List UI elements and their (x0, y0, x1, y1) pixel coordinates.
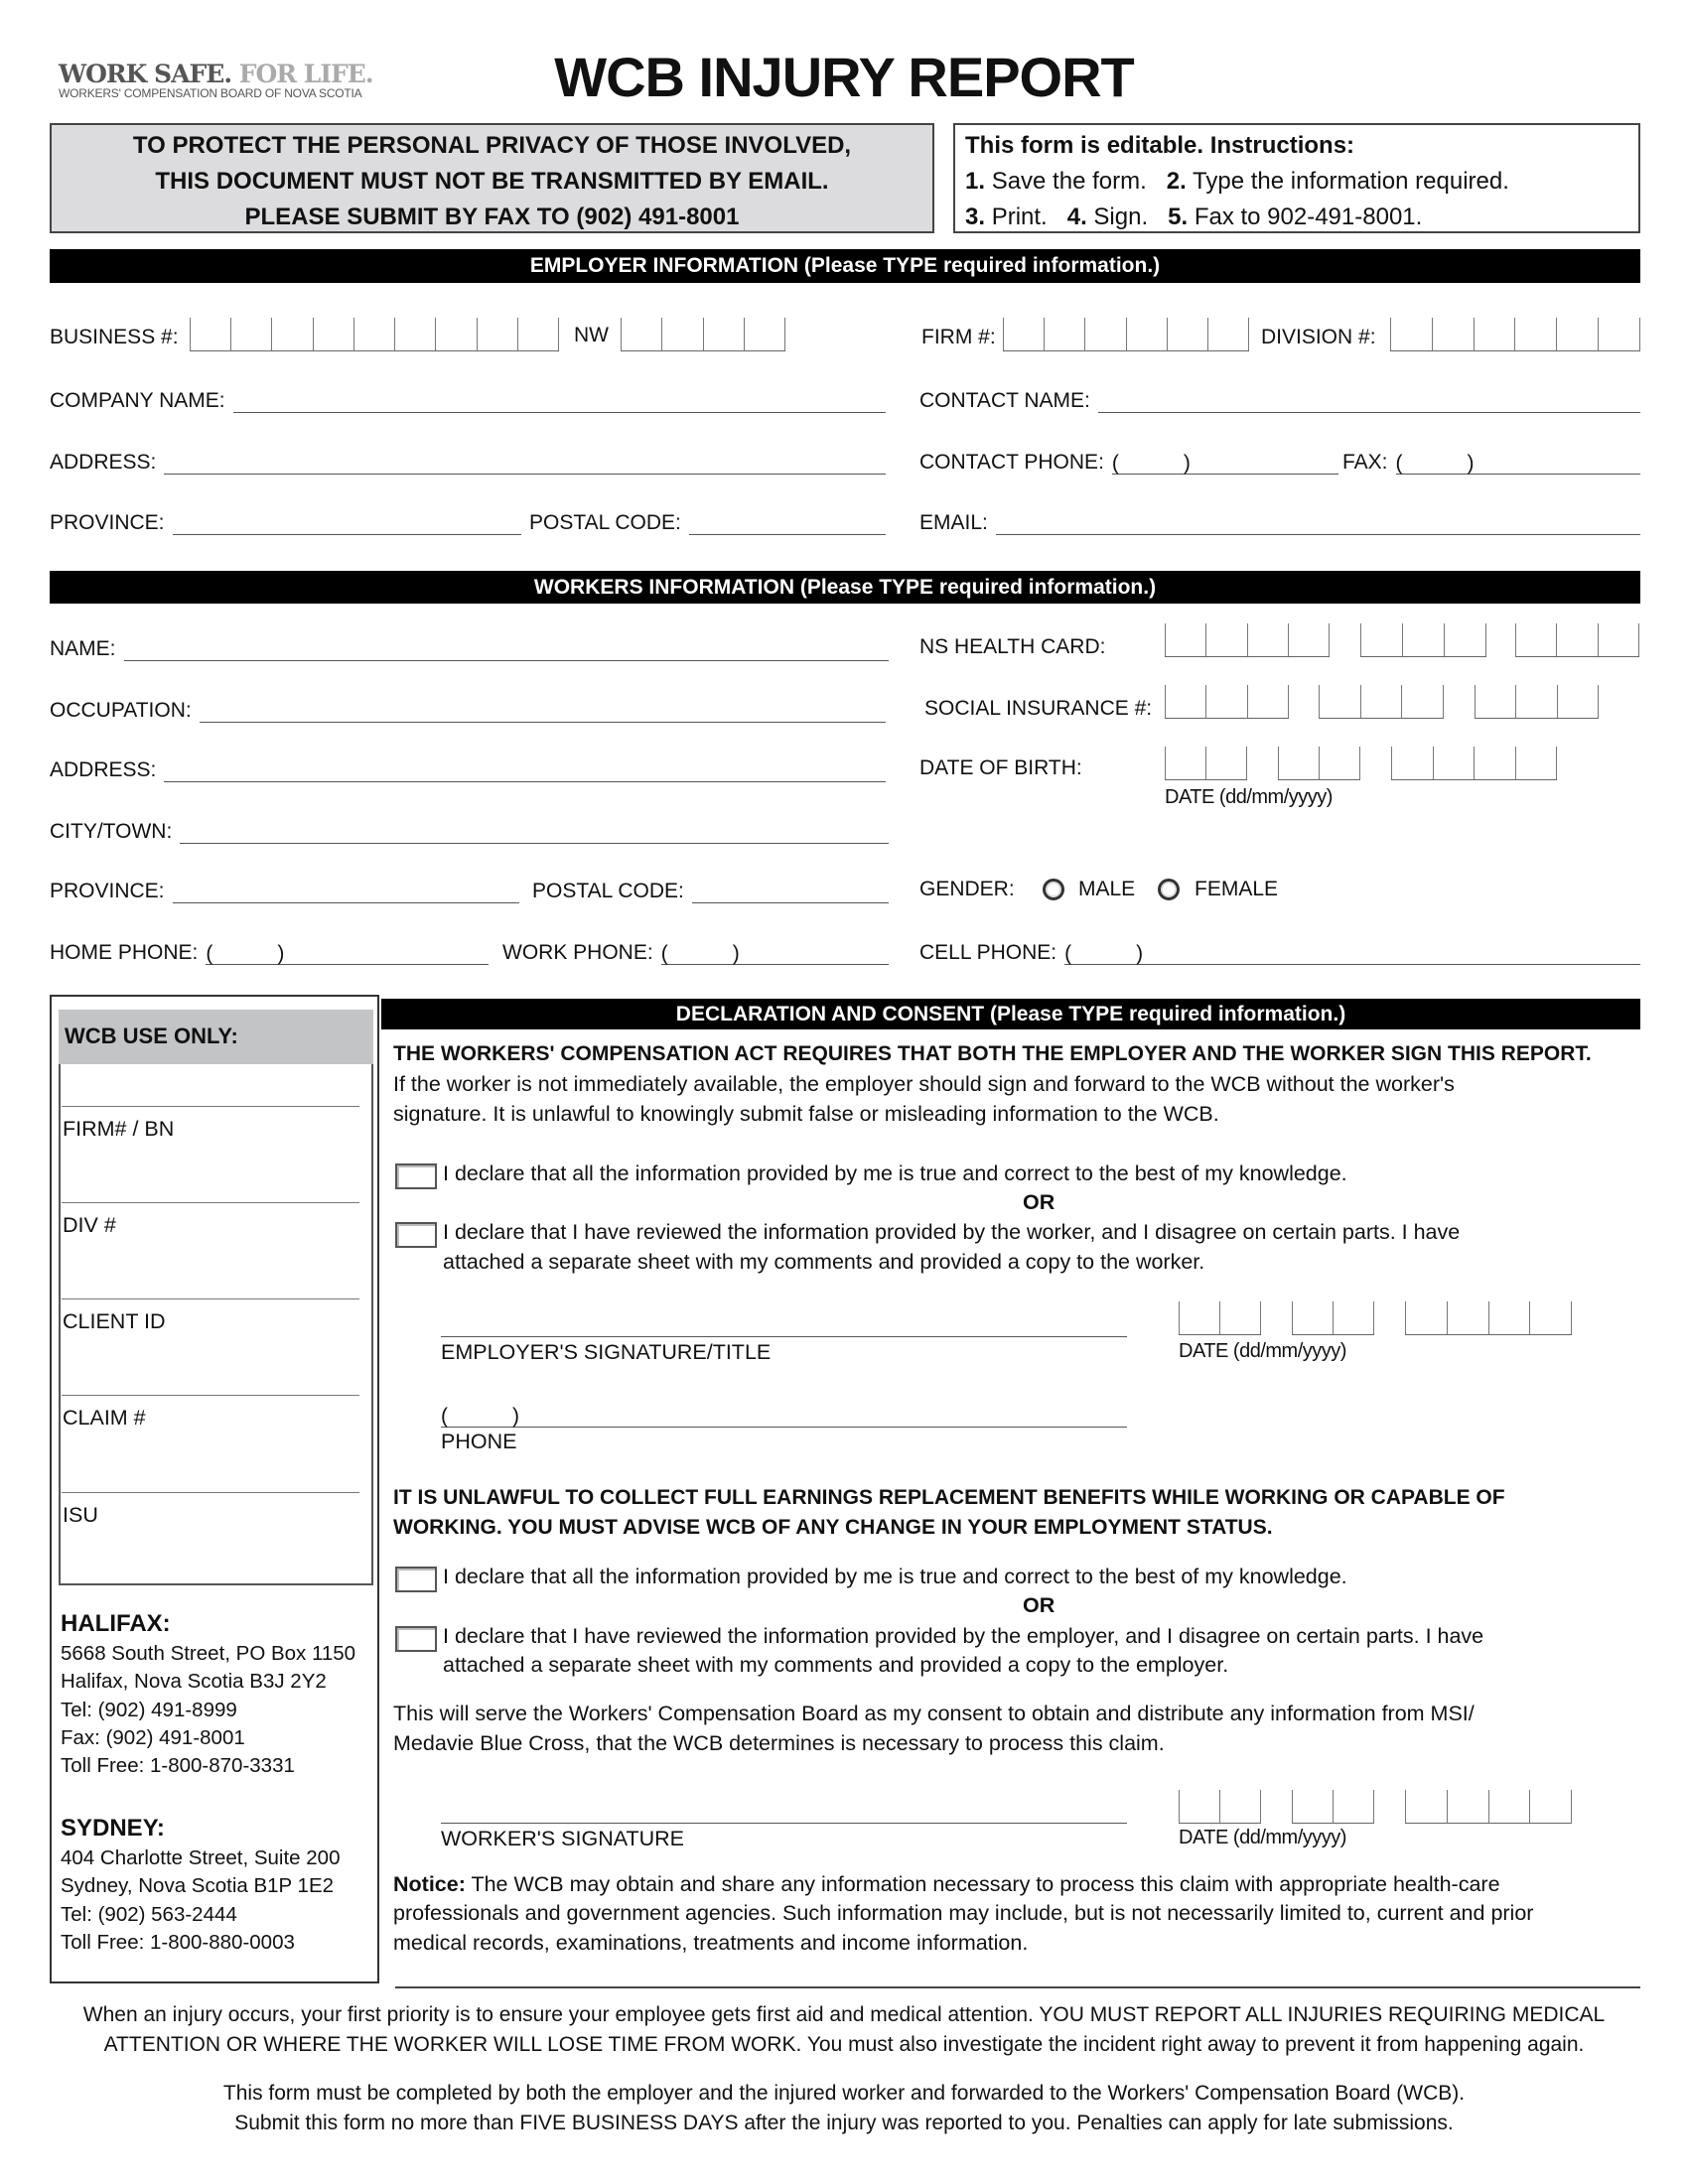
fax-input[interactable] (1396, 453, 1640, 475)
digit-cell[interactable] (661, 318, 702, 350)
firm-number-label: FIRM #: (921, 326, 996, 348)
worker-name-input[interactable] (124, 639, 889, 661)
office-name: SYDNEY: (61, 1815, 165, 1842)
digit-cell[interactable] (435, 318, 476, 350)
digit-cell[interactable] (1598, 318, 1640, 350)
logo-subtitle: WORKERS' COMPENSATION BOARD OF NOVA SCOTIA (59, 86, 362, 100)
digit-cell[interactable] (1084, 318, 1125, 350)
digit-cell[interactable] (1167, 318, 1207, 350)
digit-cell[interactable] (1475, 685, 1515, 718)
step-text: Save the form. (991, 168, 1147, 195)
digit-cell[interactable] (477, 318, 517, 350)
instructions-heading: This form is editable. Instructions: (965, 132, 1355, 159)
notice-label: Notice: (393, 1872, 466, 1896)
gender-female-label: FEMALE (1195, 878, 1279, 900)
digit-cell[interactable] (1557, 685, 1599, 718)
worker-disagree-checkbox[interactable] (395, 1626, 437, 1652)
gender-label: GENDER: (919, 878, 1015, 900)
city-input[interactable] (180, 822, 889, 844)
digit-cell[interactable] (1179, 1790, 1219, 1823)
digit-cell[interactable] (1205, 747, 1247, 779)
employer-agree-label: I declare that all the information provided by me is true and correct to the best of my knowledge. (443, 1161, 1347, 1185)
digit-cell[interactable] (1292, 1790, 1333, 1823)
business-number-label: BUSINESS #: (50, 326, 179, 348)
wcb-isu-label: ISU (63, 1503, 98, 1527)
ns-health-card-input-3[interactable] (1515, 623, 1639, 657)
footer-line: When an injury occurs, your first priority is to ensure your employee gets first aid and medical attention. YOU MUST REPORT ALL INJURIES REQUIRING MEDICAL (82, 2003, 1606, 2026)
notice-text: medical records, examinations, treatments and income information. (393, 1931, 1029, 1955)
digit-cell[interactable] (1247, 623, 1288, 656)
privacy-notice (50, 123, 934, 233)
digit-cell[interactable] (1488, 1301, 1530, 1334)
sin-input-3[interactable] (1475, 685, 1599, 719)
digit-cell[interactable] (1288, 623, 1330, 656)
field-label: NAME: (50, 637, 116, 660)
digit-cell[interactable] (1360, 685, 1402, 718)
office-line: 404 Charlotte Street, Suite 200 (61, 1846, 341, 1869)
contact-phone-input[interactable] (1112, 453, 1338, 475)
digit-cell[interactable] (1179, 1301, 1219, 1334)
digit-cell[interactable] (517, 318, 559, 350)
employer-disagree-label: attached a separate sheet with my comments and provided a copy to the worker. (443, 1250, 1205, 1274)
digit-cell[interactable] (1447, 1301, 1488, 1334)
divider (62, 1106, 359, 1107)
employer-phone-field[interactable] (441, 1400, 1127, 1428)
office-line: Tel: (902) 491-8999 (61, 1698, 237, 1721)
contact-name-field[interactable] (919, 385, 1640, 413)
unlawful-warning: WORKING. YOU MUST ADVISE WCB OF ANY CHANGE IN YOUR EMPLOYMENT STATUS. (393, 1516, 1273, 1539)
notice-text: professionals and government agencies. Such information may include, but is not necessarily limited to, current and prior (393, 1901, 1534, 1925)
digit-cell[interactable] (313, 318, 353, 350)
ns-health-card-label: NS HEALTH CARD: (919, 635, 1106, 658)
step-text: Print. (991, 204, 1048, 230)
wcb-firm-bn-label: FIRM# / BN (63, 1117, 175, 1141)
employer-date-format-hint: DATE (dd/mm/yyyy) (1179, 1340, 1346, 1362)
step-number: 3. (965, 204, 986, 230)
or-label: OR (1023, 1190, 1055, 1214)
divider (62, 1395, 359, 1396)
office-line: Sydney, Nova Scotia B1P 1E2 (61, 1874, 335, 1898)
dob-format-hint: DATE (dd/mm/yyyy) (1165, 786, 1333, 808)
privacy-line: THIS DOCUMENT MUST NOT BE TRANSMITTED BY EMAIL. (155, 168, 829, 195)
occupation-input[interactable] (200, 701, 886, 723)
worker-postal-code-field[interactable] (532, 876, 889, 903)
occupation-field[interactable] (50, 695, 886, 723)
divider (62, 1492, 359, 1493)
sin-label: SOCIAL INSURANCE #: (924, 697, 1153, 720)
nw-number-input[interactable] (621, 318, 785, 351)
sydney-office (61, 1813, 341, 1957)
company-name-field[interactable] (50, 385, 886, 413)
privacy-line: PLEASE SUBMIT BY FAX TO (902) 491-8001 (244, 204, 740, 230)
ns-health-card-input-1[interactable] (1165, 623, 1330, 657)
worker-province-field[interactable] (50, 876, 519, 903)
field-label: ADDRESS: (50, 758, 157, 781)
firm-number-input[interactable] (1003, 318, 1249, 351)
worker-date-format-hint: DATE (dd/mm/yyyy) (1179, 1827, 1346, 1848)
digit-cell[interactable] (1529, 1790, 1572, 1823)
ns-health-card-input-2[interactable] (1360, 623, 1486, 657)
wcb-use-only-box (59, 1010, 373, 1585)
footer-text (0, 2079, 1688, 2138)
fax-field[interactable] (1342, 447, 1640, 475)
office-line: Toll Free: 1-800-870-3331 (61, 1754, 295, 1778)
field-label: COMPANY NAME: (50, 389, 225, 412)
cell-phone-field[interactable] (919, 937, 1640, 965)
digit-cell[interactable] (1205, 685, 1246, 718)
home-phone-field[interactable] (50, 937, 489, 965)
privacy-line: TO PROTECT THE PERSONAL PRIVACY OF THOSE INVOLVED, (132, 132, 852, 159)
footer-line: This form must be completed by both the employer and the injured worker and forwarded to the Workers' Compensation Board (WCB). (222, 2082, 1466, 2105)
field-label: CONTACT PHONE: (919, 451, 1104, 474)
step-text: Sign. (1093, 204, 1149, 230)
digit-cell[interactable] (1515, 747, 1558, 779)
declaration-section-header: DECLARATION AND CONSENT (Please TYPE required information.) (381, 999, 1640, 1029)
worker-agree-label: I declare that all the information provided by me is true and correct to the best of my knowledge. (443, 1565, 1347, 1588)
divider (395, 1986, 1640, 1988)
consent-text: This will serve the Workers' Compensation Board as my consent to obtain and distribute any information from MSI/ (393, 1702, 1475, 1725)
notice-line: The WCB may obtain and share any information necessary to process this claim with appropriate health-care (465, 1872, 1500, 1896)
worker-date-month-input[interactable] (1292, 1790, 1374, 1824)
dob-day-input[interactable] (1165, 747, 1247, 780)
digit-cell[interactable] (1044, 318, 1084, 350)
wcb-use-only-header: WCB USE ONLY: (59, 1010, 373, 1064)
employer-date-month-input[interactable] (1292, 1301, 1374, 1335)
employer-disagree-label: I declare that I have reviewed the information provided by the worker, and I disagree on certain parts. I have (443, 1220, 1461, 1244)
field-label: ADDRESS: (50, 451, 157, 474)
employer-date-year-input[interactable] (1405, 1301, 1572, 1335)
digit-cell[interactable] (1247, 685, 1289, 718)
dob-year-input[interactable] (1391, 747, 1557, 780)
worker-name-field[interactable] (50, 633, 889, 661)
office-line: Fax: (902) 491-8001 (61, 1725, 245, 1749)
digit-cell[interactable] (703, 318, 744, 350)
step-number: 4. (1066, 204, 1087, 230)
digit-cell[interactable] (1556, 318, 1598, 350)
employer-postal-code-input[interactable] (689, 513, 886, 535)
worker-disagree-label: attached a separate sheet with my comments and provided a copy to the employer. (443, 1653, 1229, 1677)
company-name-input[interactable] (233, 391, 886, 413)
contact-phone-field[interactable] (919, 447, 1338, 475)
employer-date-day-input[interactable] (1179, 1301, 1261, 1335)
gender-male-radio[interactable] (1043, 879, 1064, 900)
employer-phone-input[interactable] (441, 1406, 1127, 1428)
employer-signature-input[interactable] (441, 1336, 1127, 1337)
digit-cell[interactable] (1207, 318, 1249, 350)
work-phone-input[interactable] (661, 943, 889, 965)
footer-line: Submit this form no more than FIVE BUSINESS DAYS after the injury was reported to you. Penalties can apply for late submissions. (234, 2112, 1454, 2134)
digit-cell[interactable] (1278, 747, 1319, 779)
halifax-office (61, 1608, 355, 1780)
digit-cell[interactable] (1529, 1301, 1572, 1334)
worker-disagree-label: I declare that I have reviewed the information provided by the employer, and I disagree on certain parts. I have (443, 1624, 1484, 1648)
step-text: Type the information required. (1193, 168, 1509, 195)
workers-section-header: WORKERS INFORMATION (Please TYPE required information.) (50, 571, 1640, 604)
home-phone-input[interactable] (206, 943, 489, 965)
employer-postal-code-field[interactable] (529, 507, 886, 535)
unlawful-warning: IT IS UNLAWFUL TO COLLECT FULL EARNINGS REPLACEMENT BENEFITS WHILE WORKING OR CAPABLE OF (393, 1486, 1505, 1509)
divider (62, 1298, 359, 1299)
notice-text (393, 1872, 1500, 1897)
field-label: HOME PHONE: (50, 941, 199, 964)
city-field[interactable] (50, 816, 889, 844)
gender-female-radio[interactable] (1158, 879, 1180, 900)
worker-postal-code-input[interactable] (692, 882, 889, 903)
office-line: Toll Free: 1-800-880-0003 (61, 1930, 295, 1954)
division-number-label: DIVISION #: (1261, 326, 1376, 348)
digit-cell[interactable] (271, 318, 312, 350)
or-label: OR (1023, 1593, 1055, 1617)
instructions-box (953, 123, 1640, 233)
field-label: CELL PHONE: (919, 941, 1057, 964)
digit-cell[interactable] (1474, 318, 1515, 350)
nw-label: NW (574, 324, 609, 346)
digit-cell[interactable] (394, 318, 435, 350)
digit-cell[interactable] (1333, 1301, 1374, 1334)
dob-label: DATE OF BIRTH: (919, 756, 1082, 779)
digit-cell[interactable] (1219, 1301, 1261, 1334)
field-label: POSTAL CODE: (529, 511, 681, 534)
digit-cell[interactable] (1488, 1790, 1530, 1823)
employer-address-input[interactable] (164, 453, 886, 475)
instructions-row (965, 200, 1638, 235)
worker-agree-checkbox[interactable] (395, 1567, 437, 1592)
footer-text (0, 2000, 1688, 2060)
digit-cell[interactable] (1474, 747, 1515, 779)
worker-date-day-input[interactable] (1179, 1790, 1261, 1824)
page-title: WCB INJURY REPORT (554, 46, 1134, 108)
act-heading: THE WORKERS' COMPENSATION ACT REQUIRES THAT BOTH THE EMPLOYER AND THE WORKER SIGN THIS REPORT. (393, 1042, 1592, 1065)
footer-line: ATTENTION OR WHERE THE WORKER WILL LOSE TIME FROM WORK. You must also investigate the incident right away to prevent it from happening again. (103, 2033, 1585, 2056)
employer-signature-label: EMPLOYER'S SIGNATURE/TITLE (441, 1340, 772, 1364)
step-number: 5. (1168, 204, 1189, 230)
digit-cell[interactable] (1390, 318, 1432, 350)
office-line: Halifax, Nova Scotia B3J 2Y2 (61, 1670, 327, 1694)
field-label: WORK PHONE: (502, 941, 653, 964)
digit-cell[interactable] (1556, 623, 1597, 656)
step-number: 1. (965, 168, 986, 195)
digit-cell[interactable] (1444, 623, 1486, 656)
worker-address-field[interactable] (50, 754, 886, 782)
instructions-row (965, 164, 1638, 200)
digit-cell[interactable] (1515, 685, 1556, 718)
digit-cell[interactable] (1292, 1301, 1333, 1334)
wcb-claim-label: CLAIM # (63, 1406, 146, 1430)
digit-cell[interactable] (1360, 623, 1402, 656)
field-label: CONTACT NAME: (919, 389, 1090, 412)
worker-signature-input[interactable] (441, 1823, 1127, 1824)
digit-cell[interactable] (1205, 623, 1246, 656)
act-text: signature. It is unlawful to knowingly submit false or misleading information to the WCB. (393, 1102, 1219, 1126)
employer-address-field[interactable] (50, 447, 886, 475)
gender-male-label: MALE (1078, 878, 1136, 900)
digit-cell[interactable] (1433, 747, 1475, 779)
digit-cell[interactable] (1598, 623, 1639, 656)
field-label: PROVINCE: (50, 880, 165, 902)
dob-month-input[interactable] (1278, 747, 1360, 780)
digit-cell[interactable] (1126, 318, 1167, 350)
digit-cell[interactable] (1165, 685, 1205, 718)
employer-section-header: EMPLOYER INFORMATION (Please TYPE required information.) (50, 249, 1640, 283)
digit-cell[interactable] (1447, 1790, 1488, 1823)
step-number: 2. (1166, 168, 1187, 195)
act-text: If the worker is not immediately available, the employer should sign and forward to the WCB without the worker's (393, 1072, 1455, 1096)
wcb-client-id-label: CLIENT ID (63, 1309, 166, 1333)
digit-cell[interactable] (1165, 623, 1205, 656)
wcb-div-label: DIV # (63, 1213, 116, 1237)
field-label: FAX: (1342, 451, 1388, 474)
digit-cell[interactable] (1333, 1790, 1374, 1823)
worker-date-year-input[interactable] (1405, 1790, 1572, 1824)
consent-text: Medavie Blue Cross, that the WCB determines is necessary to process this claim. (393, 1731, 1165, 1755)
cell-phone-input[interactable] (1064, 943, 1640, 965)
digit-cell[interactable] (1432, 318, 1474, 350)
digit-cell[interactable] (1319, 747, 1360, 779)
digit-cell[interactable] (1514, 318, 1556, 350)
field-label: POSTAL CODE: (532, 880, 684, 902)
logo: WORK SAFE. FOR LIFE. (59, 60, 373, 88)
digit-cell[interactable] (1219, 1790, 1261, 1823)
digit-cell[interactable] (621, 318, 661, 350)
employer-disagree-checkbox[interactable] (395, 1222, 437, 1248)
digit-cell[interactable] (1402, 623, 1444, 656)
office-name: HALIFAX: (61, 1610, 171, 1637)
employer-province-input[interactable] (173, 513, 521, 535)
worker-address-input[interactable] (164, 760, 886, 782)
sin-input-2[interactable] (1319, 685, 1444, 719)
office-line: 5668 South Street, PO Box 1150 (61, 1642, 356, 1665)
worker-signature-label: WORKER'S SIGNATURE (441, 1827, 685, 1850)
digit-cell[interactable] (1515, 623, 1556, 656)
division-number-input[interactable] (1390, 318, 1640, 351)
digit-cell[interactable] (1319, 685, 1360, 718)
digit-cell[interactable] (190, 318, 230, 350)
office-line: Tel: (902) 563-2444 (61, 1902, 237, 1926)
step-text: Fax to 902-491-8001. (1194, 204, 1423, 230)
work-phone-field[interactable] (502, 937, 889, 965)
employer-phone-label: PHONE (441, 1430, 517, 1453)
digit-cell[interactable] (1165, 747, 1205, 779)
digit-cell[interactable] (1003, 318, 1044, 350)
digit-cell[interactable] (1401, 685, 1444, 718)
field-label: EMAIL: (919, 511, 988, 534)
employer-agree-checkbox[interactable] (395, 1163, 437, 1189)
contact-name-input[interactable] (1098, 391, 1640, 413)
worker-province-input[interactable] (173, 882, 519, 903)
digit-cell[interactable] (353, 318, 394, 350)
divider (62, 1202, 359, 1203)
digit-cell[interactable] (744, 318, 785, 350)
business-number-input[interactable] (190, 318, 559, 351)
field-label: OCCUPATION: (50, 699, 192, 722)
employer-province-field[interactable] (50, 507, 521, 535)
digit-cell[interactable] (1391, 747, 1433, 779)
email-input[interactable] (996, 513, 1640, 535)
digit-cell[interactable] (230, 318, 271, 350)
field-label: CITY/TOWN: (50, 820, 173, 843)
digit-cell[interactable] (1405, 1301, 1447, 1334)
digit-cell[interactable] (1405, 1790, 1447, 1823)
field-label: PROVINCE: (50, 511, 165, 534)
email-field[interactable] (919, 507, 1640, 535)
sin-input-1[interactable] (1165, 685, 1289, 719)
